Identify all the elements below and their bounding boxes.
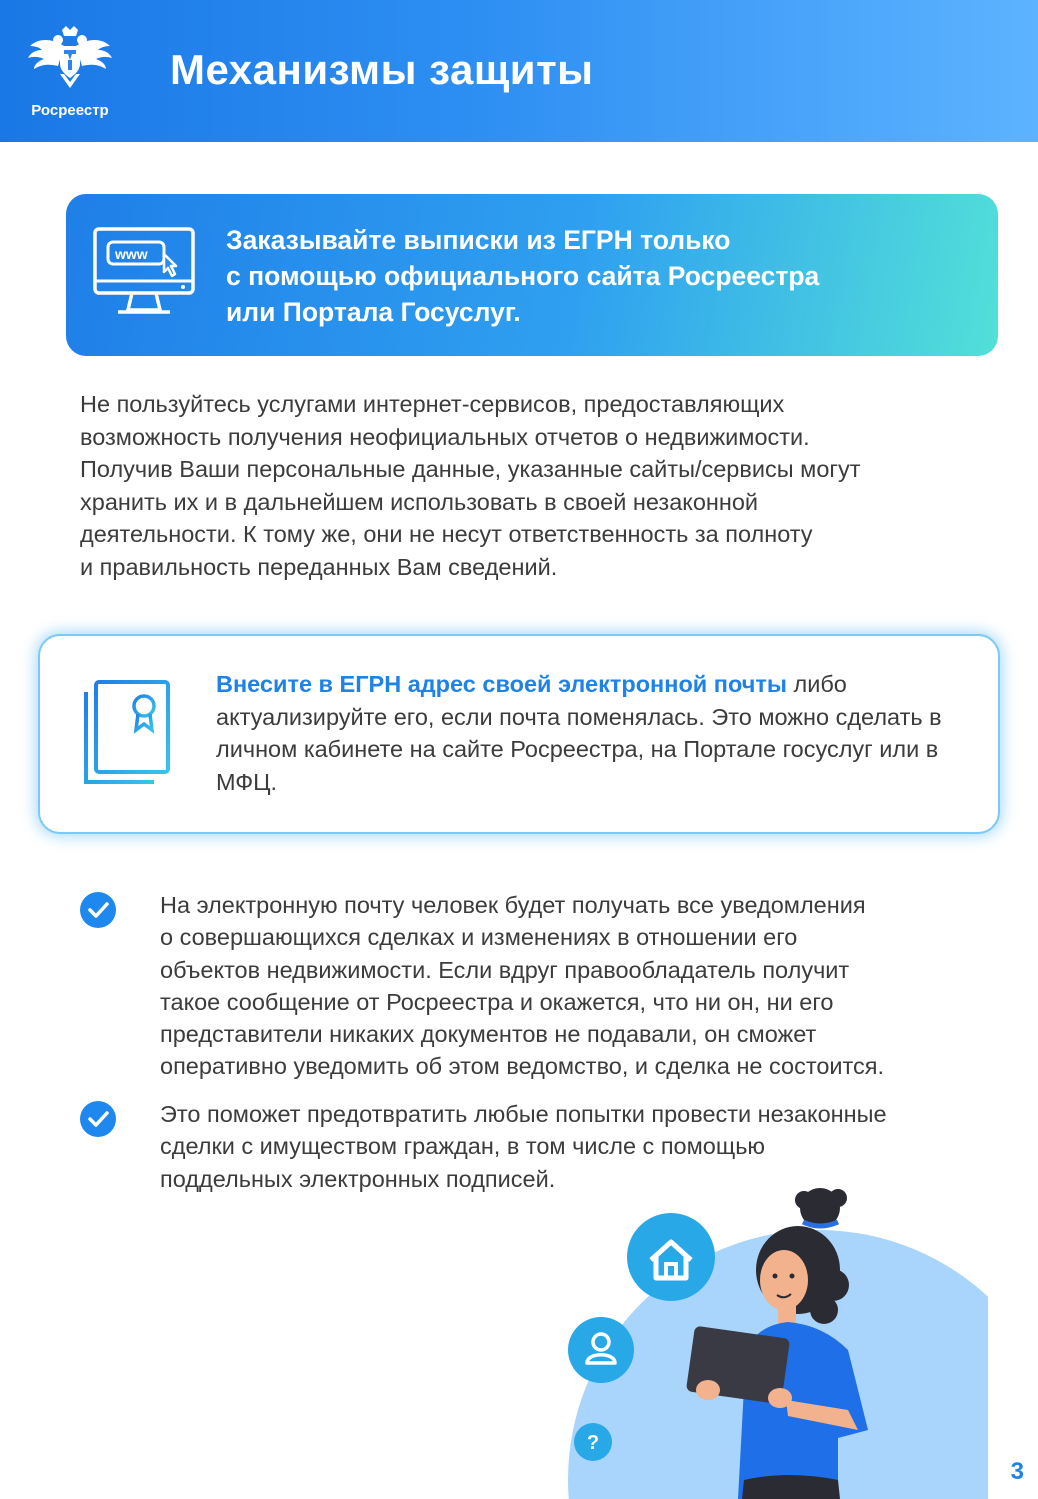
bullet-line: о совершающихся сделках и изменениях в отношении его (160, 924, 798, 951)
paragraph-line: хранить их и в дальнейшем использовать в своей незаконной (80, 488, 759, 515)
banner-line: или Портала Госуслуг. (226, 297, 521, 327)
woman-with-tablet-illustration (548, 1180, 988, 1499)
bullet-line: представители никаких документов не подавали, он сможет (160, 1021, 817, 1048)
paragraph-line: Не пользуйтесь услугами интернет-сервисов, предоставляющих (80, 391, 785, 417)
card-text (216, 668, 976, 798)
page-number: 3 (1010, 1458, 1024, 1485)
www-label: www (115, 246, 148, 262)
bullet-line: поддельных электронных подписей. (160, 1165, 556, 1192)
question-icon (574, 1423, 612, 1461)
check-circle-icon (80, 1101, 116, 1137)
bullet-line: оперативно уведомить об этом ведомство, и сделка не состоится. (160, 1053, 885, 1080)
user-icon (568, 1317, 634, 1383)
bullet-line: сделки с имуществом граждан, в том числе с помощью (160, 1133, 766, 1160)
question-mark: ? (586, 1432, 600, 1454)
card-highlight: Внесите в ЕГРН адрес своей электронной почты (216, 671, 787, 697)
bullet-line: На электронную почту человек будет получать все уведомления (160, 892, 866, 918)
certificate-document-icon (82, 678, 174, 786)
page-title: Механизмы защиты (170, 46, 594, 93)
banner-line: Заказывайте выписки из ЕГРН только (226, 225, 731, 255)
double-headed-eagle-icon (22, 24, 118, 100)
banner-text (226, 222, 966, 330)
bullet-item (160, 889, 1010, 1083)
bullet-line: такое сообщение от Росреестра и окажется, что ни он, ни его (160, 988, 834, 1015)
logo-caption: Росреестр (31, 102, 109, 119)
email-info-card (38, 634, 1000, 834)
card-rest: либо актуализируйте его, если почта поменялась. Это можно сделать в личном кабинете на сайте Росреестра, на Портале госуслуг или в МФЦ. (216, 671, 942, 795)
banner-line: с помощью официального сайта Росреестра (226, 261, 820, 291)
paragraph-line: и правильность переданных Вам сведений. (80, 553, 558, 580)
official-site-banner (66, 194, 998, 356)
bullet-line: Это поможет предотвратить любые попытки провести незаконные (160, 1101, 887, 1127)
paragraph-line: Получив Ваши персональные данные, указанные сайты/сервисы могут (80, 456, 861, 482)
paragraph-line: возможность получения неофициальных отчетов о недвижимости. (80, 423, 810, 450)
check-circle-icon (80, 892, 116, 928)
warning-paragraph (80, 388, 1000, 583)
paragraph-line: деятельности. К тому же, они не несут ответственность за полноту (80, 521, 813, 547)
house-icon (627, 1213, 715, 1301)
www-monitor-icon (92, 226, 196, 318)
bullet-line: объектов недвижимости. Если вдруг правообладатель получит (160, 956, 850, 983)
rosreestr-logo (22, 24, 118, 124)
page-header (0, 0, 1038, 142)
